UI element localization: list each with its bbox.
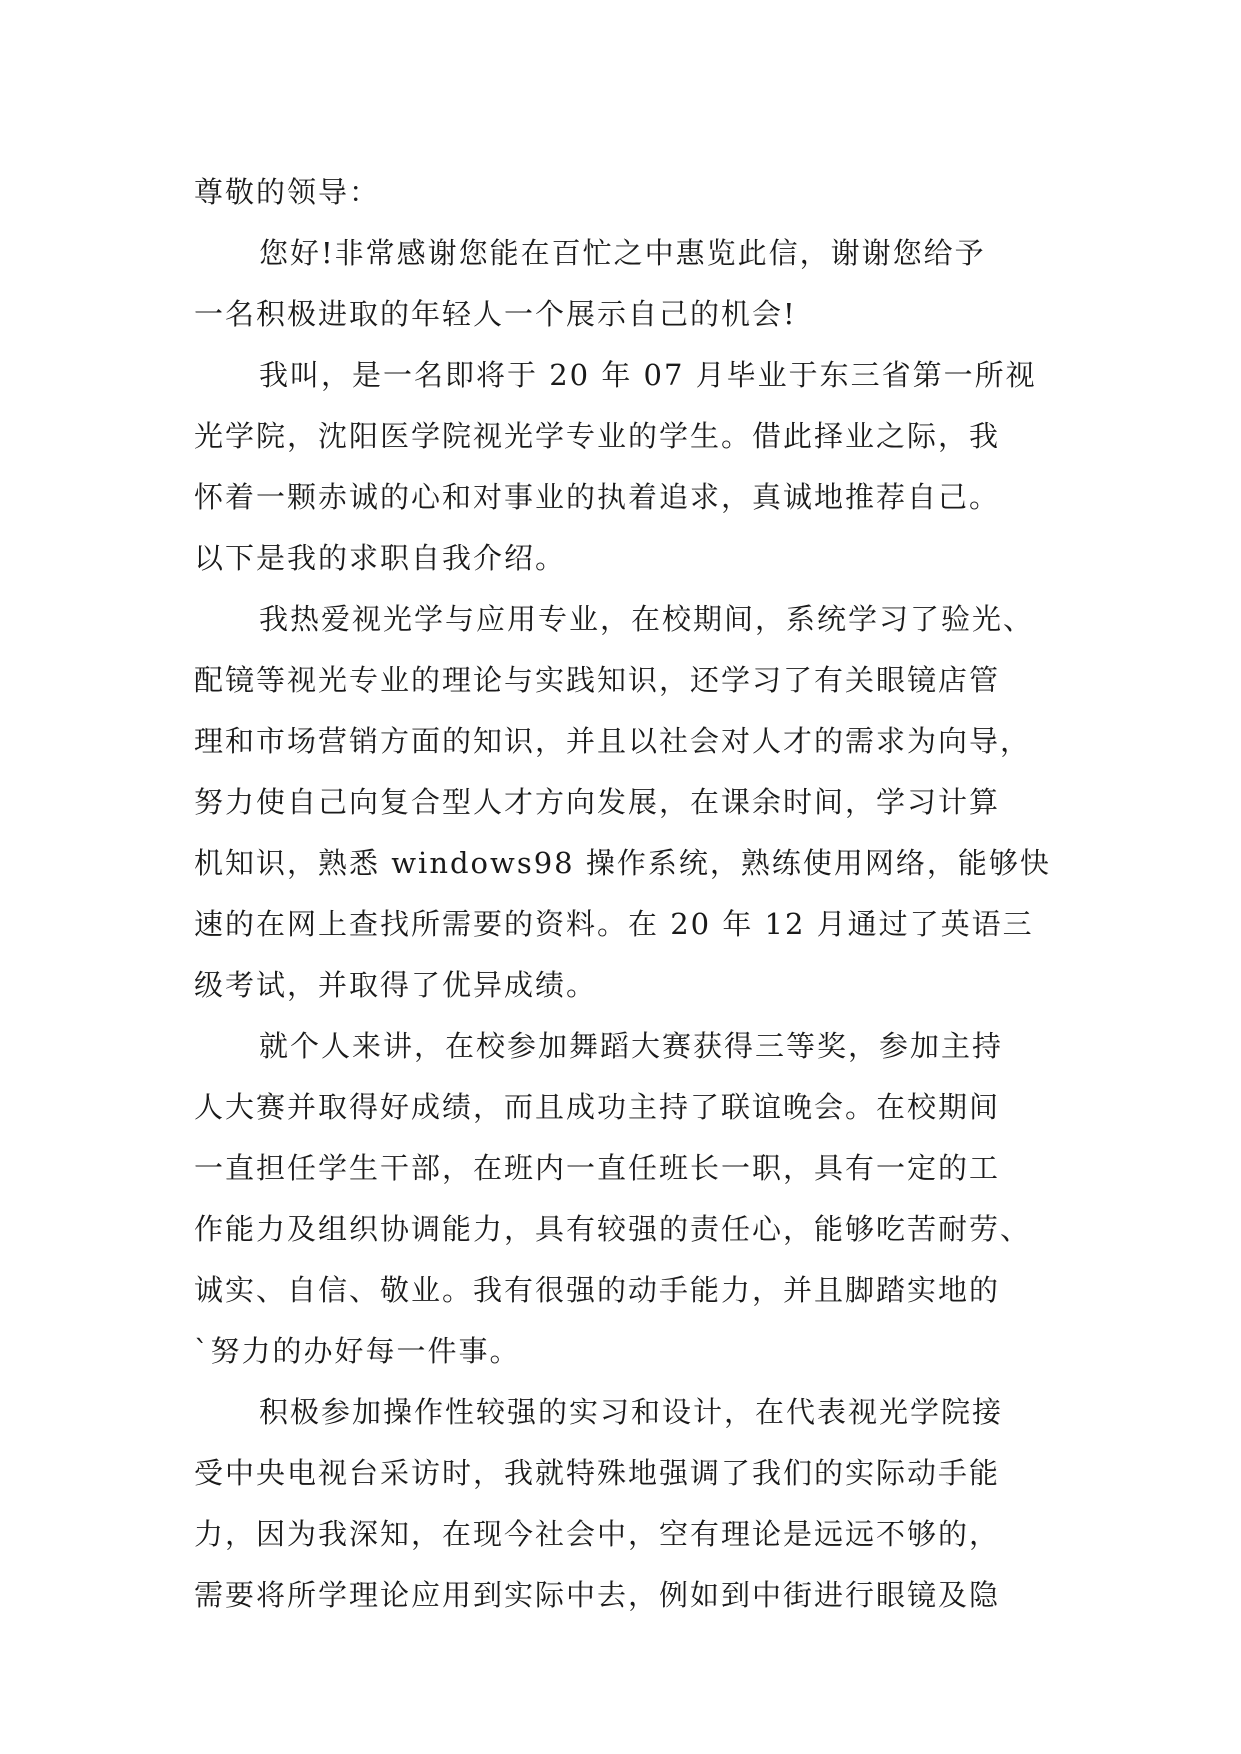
text-line: 我热爱视光学与应用专业，在校期间，系统学习了验光、 [259,602,1035,636]
text-line: 作能力及组织协调能力，具有较强的责任心，能够吃苦耐劳、 [194,1212,1032,1246]
text-line: 力，因为我深知，在现今社会中，空有理论是远远不够的， [194,1517,1001,1551]
text-line: 积极参加操作性较强的实习和设计，在代表视光学院接 [259,1395,1004,1429]
text-line: `努力的办好每一件事。 [194,1334,521,1368]
text-line: 诚实、自信、敬业。我有很强的动手能力，并且脚踏实地的 [194,1273,1001,1307]
letter-body [194,162,1054,1626]
text-line: 人大赛并取得好成绩，而且成功主持了联谊晚会。在校期间 [194,1090,1001,1124]
text-line: 就个人来讲，在校参加舞蹈大赛获得三等奖，参加主持 [259,1029,1004,1063]
text-line: 理和市场营销方面的知识，并且以社会对人才的需求为向导， [194,724,1032,758]
text-line: 级考试，并取得了优异成绩。 [194,968,598,1002]
text-line: 光学院，沈阳医学院视光学专业的学生。借此择业之际，我 [194,419,1001,453]
text-line: 努力使自己向复合型人才方向发展，在课余时间，学习计算 [194,785,1001,819]
text-line: 一直担任学生干部，在班内一直任班长一职，具有一定的工 [194,1151,1001,1185]
text-line: 一名积极进取的年轻人一个展示自己的机会! [194,297,797,331]
text-line: 配镜等视光专业的理论与实践知识，还学习了有关眼镜店管 [194,663,1001,697]
text-line: 以下是我的求职自我介绍。 [194,541,567,575]
text-line: 您好!非常感谢您能在百忙之中惠览此信，谢谢您给予 [259,236,986,270]
text-line: 速的在网上查找所需要的资料。在 20 年 12 月通过了英语三 [194,907,1034,941]
text-line: 机知识，熟悉 windows98 操作系统，熟练使用网络，能够快 [194,846,1051,880]
text-line: 怀着一颗赤诚的心和对事业的执着追求，真诚地推荐自己。 [194,480,1001,514]
salutation: 尊敬的领导： [194,175,381,209]
text-line: 需要将所学理论应用到实际中去，例如到中街进行眼镜及隐 [194,1578,1001,1612]
text-line: 我叫，是一名即将于 20 年 07 月毕业于东三省第一所视 [259,358,1037,392]
text-line: 受中央电视台采访时，我就特殊地强调了我们的实际动手能 [194,1456,1001,1490]
